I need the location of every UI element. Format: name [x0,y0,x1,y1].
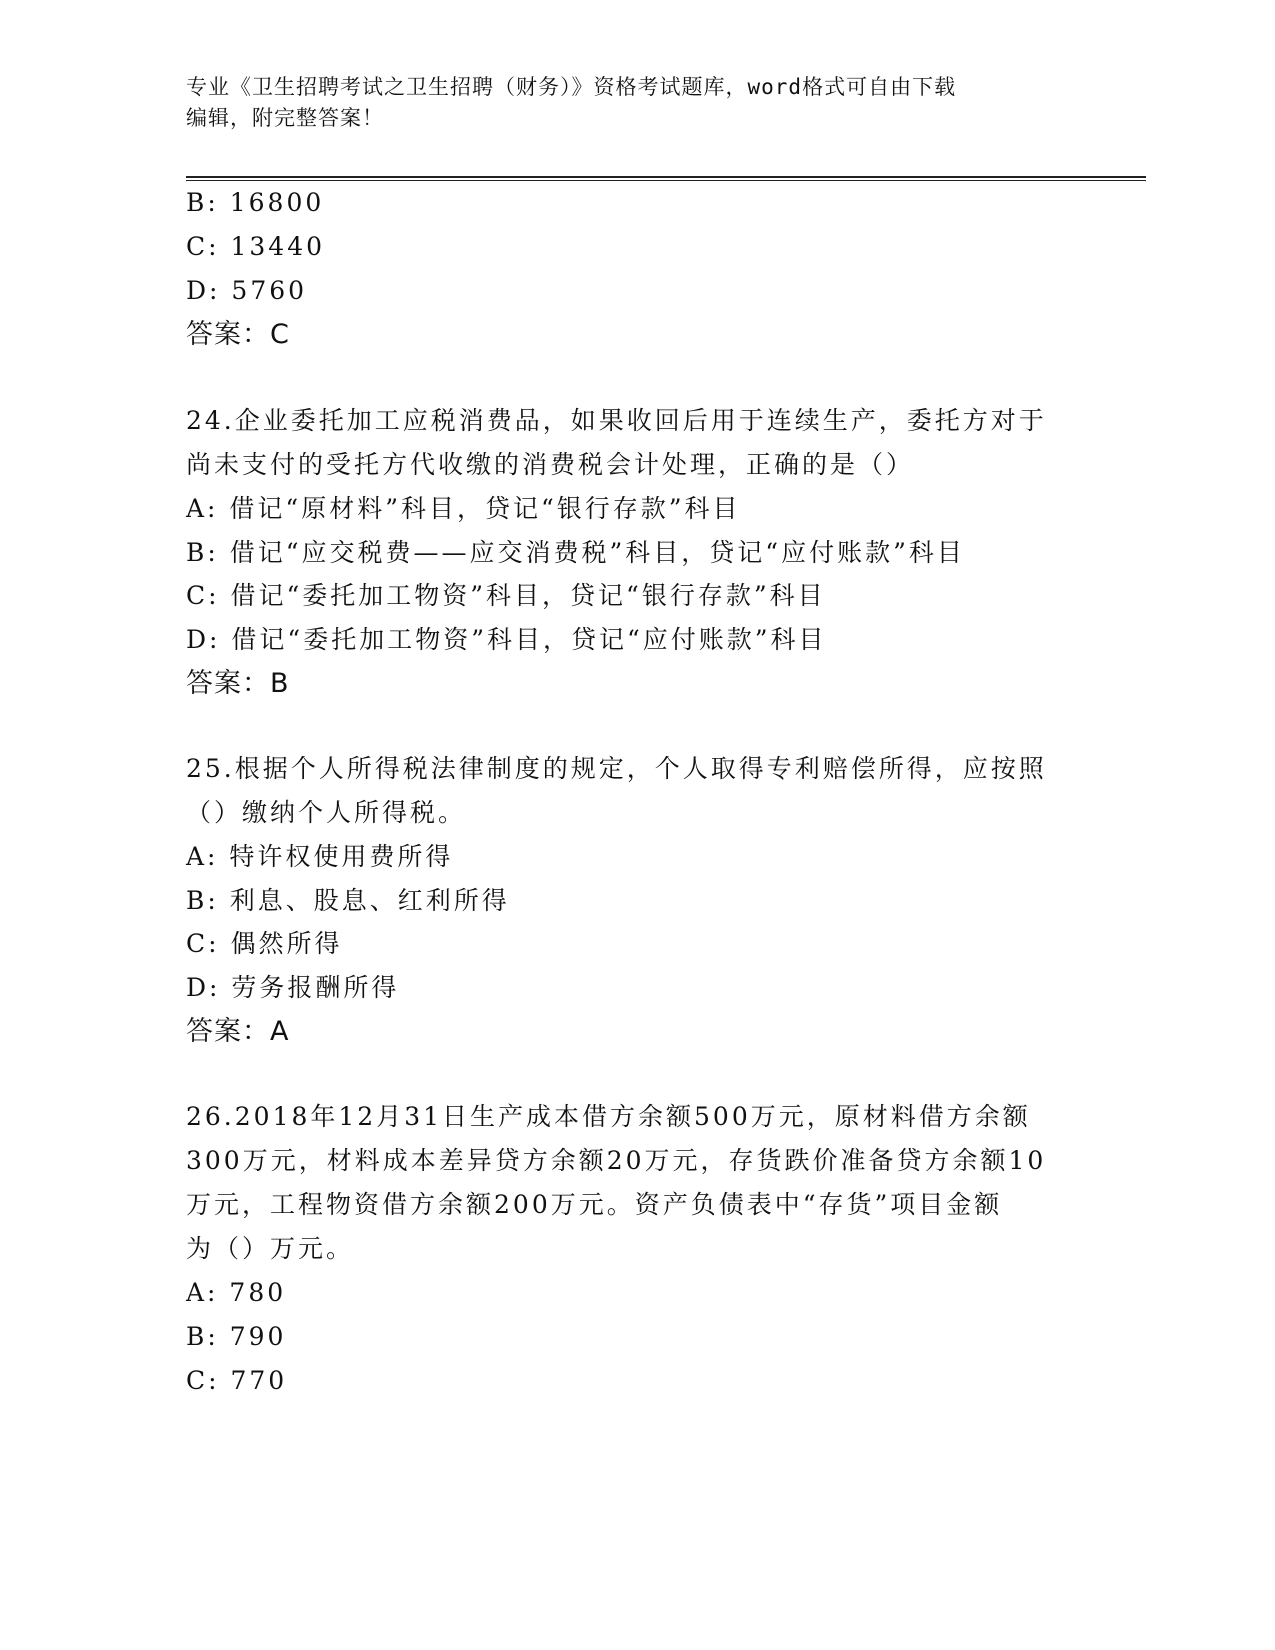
page-header [186,72,1066,134]
q24-option-a: A: 借记“原材料”科目，贷记“银行存款”科目 [186,494,741,523]
q26-option-c: C: 770 [186,1366,288,1395]
q25-option-d: D: 劳务报酬所得 [186,973,400,1002]
q24-option-c: C: 借记“委托加工物资”科目，贷记“银行存款”科目 [186,581,826,610]
q26-stem-line-4: 为（）万元。 [186,1234,355,1263]
q26-stem-line-3: 万元，工程物资借方余额200万元。资产负债表中“存货”项目金额 [186,1190,1003,1219]
q24-answer: 答案：B [186,668,290,699]
q26-stem-line-2: 300万元，材料成本差异贷方余额20万元，存货跌价准备贷方余额10 [186,1146,1047,1175]
q25-stem-line-2: （）缴纳个人所得税。 [186,798,467,827]
q25-option-b: B: 利息、股息、红利所得 [186,886,510,915]
q23-option-b: B: 16800 [186,188,325,217]
q25-stem-line-1: 25.根据个人所得税法律制度的规定，个人取得专利赔偿所得，应按照 [186,754,1047,783]
q26-option-b: B: 790 [186,1322,287,1351]
header-line-1: 专业《卫生招聘考试之卫生招聘（财务）》资格考试题库，word格式可自由下载 [186,75,957,99]
q26-stem-line-1: 26.2018年12月31日生产成本借方余额500万元，原材料借方余额 [186,1102,1031,1131]
q26-option-a: A: 780 [186,1278,287,1307]
q24-stem-line-2: 尚未支付的受托方代收缴的消费税会计处理，正确的是（） [186,450,915,479]
q24-option-b: B: 借记“应交税费——应交消费税”科目，贷记“应付账款”科目 [186,538,965,567]
q25-answer: 答案：A [186,1016,290,1047]
q23-option-d: D: 5760 [186,276,308,305]
q24-option-d: D: 借记“委托加工物资”科目，贷记“应付账款”科目 [186,625,827,654]
q24-stem-line-1: 24.企业委托加工应税消费品，如果收回后用于连续生产，委托方对于 [186,406,1047,435]
q25-option-a: A: 特许权使用费所得 [186,842,454,871]
header-line-2: 编辑，附完整答案！ [186,106,384,130]
q23-option-c: C: 13440 [186,232,326,261]
q23-answer: 答案：C [186,319,290,350]
q25-option-c: C: 偶然所得 [186,929,343,958]
header-divider [186,176,1146,181]
